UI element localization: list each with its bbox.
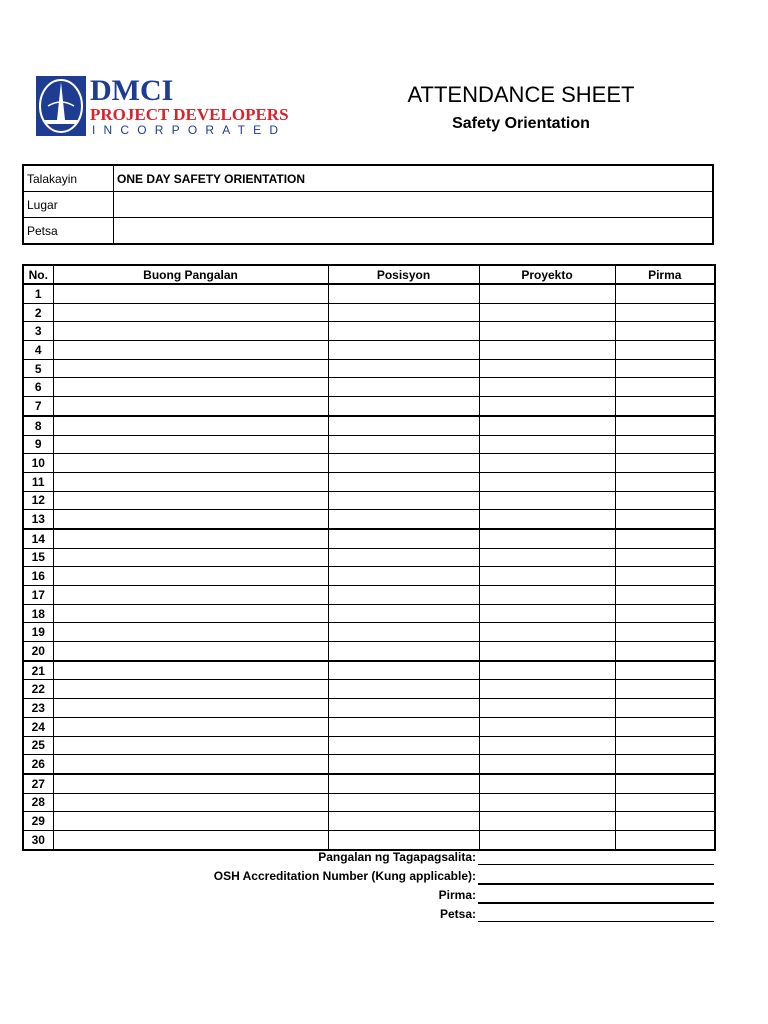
info-row-petsa <box>23 218 713 245</box>
row-number: 29 <box>23 812 53 831</box>
table-row <box>23 642 715 661</box>
row-number: 15 <box>23 548 53 567</box>
signature-cell[interactable] <box>615 341 715 360</box>
table-row <box>23 529 715 548</box>
signature-cell[interactable] <box>615 793 715 812</box>
full-name-cell[interactable] <box>53 510 328 529</box>
signature-cell[interactable] <box>615 416 715 435</box>
logo-name: DMCI <box>90 74 174 107</box>
row-number: 7 <box>23 397 53 416</box>
position-cell[interactable] <box>328 830 479 849</box>
signature-cell[interactable] <box>615 359 715 378</box>
row-number: 19 <box>23 623 53 642</box>
attendance-table <box>22 264 716 851</box>
signature-cell[interactable] <box>615 510 715 529</box>
full-name-cell[interactable] <box>53 604 328 623</box>
full-name-cell[interactable] <box>53 378 328 397</box>
row-number: 23 <box>23 699 53 718</box>
full-name-cell[interactable] <box>53 830 328 849</box>
row-number: 22 <box>23 680 53 699</box>
speaker-name-row <box>200 848 716 867</box>
table-row <box>23 472 715 491</box>
project-cell[interactable] <box>479 303 615 322</box>
full-name-cell[interactable] <box>53 397 328 416</box>
position-cell[interactable] <box>328 510 479 529</box>
row-number: 5 <box>23 359 53 378</box>
full-name-cell[interactable] <box>53 812 328 831</box>
table-row <box>23 341 715 360</box>
signature-cell[interactable] <box>615 472 715 491</box>
position-cell[interactable] <box>328 717 479 736</box>
row-number: 21 <box>23 661 53 680</box>
signature-cell[interactable] <box>615 680 715 699</box>
table-row <box>23 359 715 378</box>
info-value-field[interactable] <box>114 192 714 218</box>
signature-cell[interactable] <box>615 604 715 623</box>
project-cell[interactable] <box>479 491 615 510</box>
project-cell[interactable] <box>479 322 615 341</box>
row-number: 10 <box>23 454 53 473</box>
logo-line3: INCORPORATED <box>92 123 287 137</box>
signature-cell[interactable] <box>615 755 715 774</box>
row-number: 11 <box>23 472 53 491</box>
project-cell[interactable] <box>479 830 615 849</box>
table-row <box>23 303 715 322</box>
table-row <box>23 812 715 831</box>
full-name-cell[interactable] <box>53 341 328 360</box>
table-row <box>23 661 715 680</box>
signature-cell[interactable] <box>615 378 715 397</box>
position-cell[interactable] <box>328 472 479 491</box>
full-name-cell[interactable] <box>53 699 328 718</box>
table-row <box>23 604 715 623</box>
row-number: 24 <box>23 717 53 736</box>
position-cell[interactable] <box>328 736 479 755</box>
table-row <box>23 454 715 473</box>
table-row <box>23 567 715 586</box>
signature-cell[interactable] <box>615 529 715 548</box>
signature-cell[interactable] <box>615 491 715 510</box>
full-name-cell[interactable] <box>53 548 328 567</box>
column-header-position: Posisyon <box>328 265 479 284</box>
info-value-field[interactable] <box>114 218 714 245</box>
position-cell[interactable] <box>328 491 479 510</box>
speaker-signature-field[interactable] <box>478 902 714 904</box>
table-row <box>23 680 715 699</box>
table-row <box>23 793 715 812</box>
position-cell[interactable] <box>328 661 479 680</box>
table-row <box>23 378 715 397</box>
row-number: 30 <box>23 830 53 849</box>
osh-accreditation-label: OSH Accreditation Number (Kung applicable): <box>213 869 476 883</box>
project-cell[interactable] <box>479 717 615 736</box>
position-cell[interactable] <box>328 755 479 774</box>
row-number: 28 <box>23 793 53 812</box>
full-name-cell[interactable] <box>53 623 328 642</box>
signature-cell[interactable] <box>615 736 715 755</box>
table-row <box>23 397 715 416</box>
table-row <box>23 830 715 849</box>
signature-cell[interactable] <box>615 661 715 680</box>
signature-date-field[interactable] <box>478 921 714 922</box>
project-cell[interactable] <box>479 397 615 416</box>
full-name-cell[interactable] <box>53 793 328 812</box>
project-cell[interactable] <box>479 699 615 718</box>
column-header-no: No. <box>23 265 53 284</box>
page-subtitle: Safety Orientation <box>452 115 590 132</box>
signature-cell[interactable] <box>615 717 715 736</box>
project-cell[interactable] <box>479 567 615 586</box>
table-row <box>23 755 715 774</box>
full-name-cell[interactable] <box>53 454 328 473</box>
project-cell[interactable] <box>479 510 615 529</box>
position-cell[interactable] <box>328 793 479 812</box>
logo-line2: PROJECT DEVELOPERS <box>90 105 289 124</box>
column-header-project: Proyekto <box>479 265 615 284</box>
column-header-name: Buong Pangalan <box>53 265 328 284</box>
table-row <box>23 586 715 605</box>
signature-cell[interactable] <box>615 435 715 454</box>
table-row <box>23 699 715 718</box>
row-number: 14 <box>23 529 53 548</box>
speaker-name-label: Pangalan ng Tagapagsalita: <box>318 850 476 864</box>
project-cell[interactable] <box>479 284 615 303</box>
project-cell[interactable] <box>479 793 615 812</box>
info-value-field[interactable]: ONE DAY SAFETY ORIENTATION <box>114 165 714 192</box>
page-title: ATTENDANCE SHEET <box>407 82 635 107</box>
row-number: 26 <box>23 755 53 774</box>
row-number: 2 <box>23 303 53 322</box>
project-cell[interactable] <box>479 378 615 397</box>
full-name-cell[interactable] <box>53 472 328 491</box>
table-row <box>23 416 715 435</box>
table-row <box>23 736 715 755</box>
dmci-emblem-icon <box>36 76 86 136</box>
project-cell[interactable] <box>479 548 615 567</box>
position-cell[interactable] <box>328 303 479 322</box>
project-cell[interactable] <box>479 736 615 755</box>
signature-cell[interactable] <box>615 623 715 642</box>
full-name-cell[interactable] <box>53 642 328 661</box>
full-name-cell[interactable] <box>53 755 328 774</box>
row-number: 16 <box>23 567 53 586</box>
table-row <box>23 548 715 567</box>
speaker-name-field[interactable] <box>478 864 714 865</box>
signature-cell[interactable] <box>615 548 715 567</box>
speaker-signature-row <box>200 886 716 905</box>
position-cell[interactable] <box>328 680 479 699</box>
table-header-row <box>23 265 715 284</box>
project-cell[interactable] <box>479 586 615 605</box>
full-name-cell[interactable] <box>53 322 328 341</box>
table-row <box>23 774 715 793</box>
signature-date-label: Petsa: <box>439 907 476 921</box>
row-number: 12 <box>23 491 53 510</box>
row-number: 9 <box>23 435 53 454</box>
full-name-cell[interactable] <box>53 736 328 755</box>
position-cell[interactable] <box>328 322 479 341</box>
signature-cell[interactable] <box>615 642 715 661</box>
signature-date-row <box>200 905 716 924</box>
position-cell[interactable] <box>328 699 479 718</box>
row-number: 20 <box>23 642 53 661</box>
project-cell[interactable] <box>479 529 615 548</box>
info-row-talakayin <box>23 165 713 192</box>
project-cell[interactable] <box>479 359 615 378</box>
signature-cell[interactable] <box>615 397 715 416</box>
position-cell[interactable] <box>328 529 479 548</box>
table-row <box>23 322 715 341</box>
position-cell[interactable] <box>328 774 479 793</box>
info-label: Petsa <box>23 218 114 245</box>
position-cell[interactable] <box>328 567 479 586</box>
row-number: 6 <box>23 378 53 397</box>
signature-cell[interactable] <box>615 699 715 718</box>
position-cell[interactable] <box>328 378 479 397</box>
row-number: 3 <box>23 322 53 341</box>
table-row <box>23 284 715 303</box>
project-cell[interactable] <box>479 812 615 831</box>
full-name-cell[interactable] <box>53 680 328 699</box>
signature-cell[interactable] <box>615 774 715 793</box>
project-cell[interactable] <box>479 435 615 454</box>
osh-accreditation-field[interactable] <box>478 883 714 885</box>
row-number: 8 <box>23 416 53 435</box>
info-label: Lugar <box>23 192 114 218</box>
position-cell[interactable] <box>328 454 479 473</box>
full-name-cell[interactable] <box>53 435 328 454</box>
full-name-cell[interactable] <box>53 586 328 605</box>
info-row-lugar <box>23 192 713 218</box>
full-name-cell[interactable] <box>53 567 328 586</box>
position-cell[interactable] <box>328 604 479 623</box>
position-cell[interactable] <box>328 548 479 567</box>
full-name-cell[interactable] <box>53 359 328 378</box>
column-header-signature: Pirma <box>615 265 715 284</box>
project-cell[interactable] <box>479 774 615 793</box>
project-cell[interactable] <box>479 454 615 473</box>
project-cell[interactable] <box>479 623 615 642</box>
info-table <box>22 164 714 245</box>
row-number: 1 <box>23 284 53 303</box>
position-cell[interactable] <box>328 586 479 605</box>
full-name-cell[interactable] <box>53 284 328 303</box>
signature-cell[interactable] <box>615 586 715 605</box>
full-name-cell[interactable] <box>53 491 328 510</box>
speaker-signature-label: Pirma: <box>438 888 476 902</box>
row-number: 27 <box>23 774 53 793</box>
row-number: 4 <box>23 341 53 360</box>
osh-accreditation-row <box>200 867 716 886</box>
row-number: 18 <box>23 604 53 623</box>
project-cell[interactable] <box>479 604 615 623</box>
project-cell[interactable] <box>479 642 615 661</box>
position-cell[interactable] <box>328 642 479 661</box>
position-cell[interactable] <box>328 397 479 416</box>
signature-cell[interactable] <box>615 830 715 849</box>
signature-cell[interactable] <box>615 812 715 831</box>
table-row <box>23 491 715 510</box>
info-label: Talakayin <box>23 165 114 192</box>
full-name-cell[interactable] <box>53 529 328 548</box>
signature-cell[interactable] <box>615 284 715 303</box>
signature-block <box>200 848 716 924</box>
project-cell[interactable] <box>479 680 615 699</box>
table-row <box>23 717 715 736</box>
row-number: 25 <box>23 736 53 755</box>
attendance-rows <box>23 284 715 850</box>
signature-cell[interactable] <box>615 322 715 341</box>
signature-cell[interactable] <box>615 454 715 473</box>
project-cell[interactable] <box>479 661 615 680</box>
full-name-cell[interactable] <box>53 416 328 435</box>
table-row <box>23 623 715 642</box>
project-cell[interactable] <box>479 755 615 774</box>
row-number: 13 <box>23 510 53 529</box>
position-cell[interactable] <box>328 341 479 360</box>
position-cell[interactable] <box>328 416 479 435</box>
position-cell[interactable] <box>328 812 479 831</box>
signature-cell[interactable] <box>615 303 715 322</box>
row-number: 17 <box>23 586 53 605</box>
signature-cell[interactable] <box>615 567 715 586</box>
full-name-cell[interactable] <box>53 303 328 322</box>
project-cell[interactable] <box>479 341 615 360</box>
position-cell[interactable] <box>328 623 479 642</box>
full-name-cell[interactable] <box>53 661 328 680</box>
table-row <box>23 510 715 529</box>
project-cell[interactable] <box>479 472 615 491</box>
position-cell[interactable] <box>328 284 479 303</box>
full-name-cell[interactable] <box>53 774 328 793</box>
company-logo <box>36 76 326 138</box>
project-cell[interactable] <box>479 416 615 435</box>
position-cell[interactable] <box>328 435 479 454</box>
table-row <box>23 435 715 454</box>
position-cell[interactable] <box>328 359 479 378</box>
full-name-cell[interactable] <box>53 717 328 736</box>
